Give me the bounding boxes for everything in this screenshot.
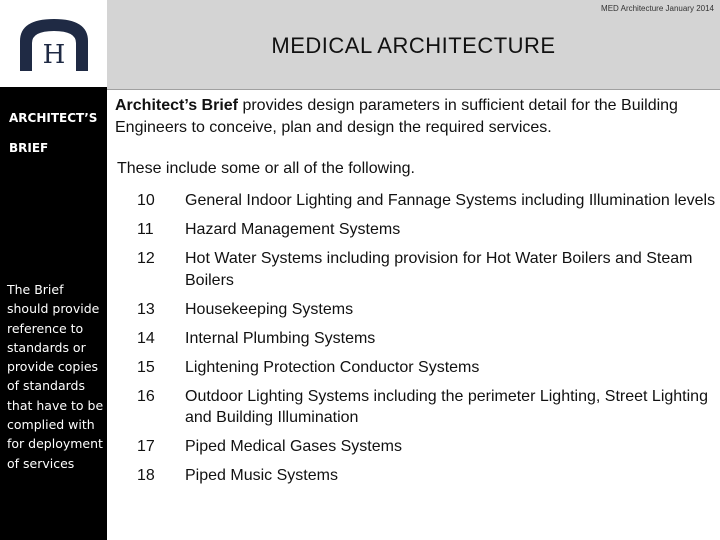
intro-rest: provides design parameters in sufficient detail for the Building Engineers to conceive, plan and design the required services. — [115, 97, 678, 136]
sidebar-heading-line1: ARCHITECT’S — [9, 111, 98, 125]
list-item — [137, 465, 717, 487]
page-title: MEDICAL ARCHITECTURE — [271, 33, 556, 58]
item-number: 11 — [137, 221, 154, 238]
sidebar-note: The Brief should provide reference to standards or provide copies of standards that have to be complied with for deployment of services — [7, 282, 104, 471]
item-text: Housekeeping Systems — [185, 300, 354, 318]
item-number: 16 — [137, 387, 155, 405]
item-number: 10 — [137, 192, 155, 209]
item-number: 15 — [137, 358, 155, 376]
item-number: 12 — [137, 250, 155, 267]
item-text: Hot Water Systems including provision for Hot Water Boilers and Steam Boilers — [185, 250, 693, 289]
item-text: Internal Plumbing Systems — [185, 329, 376, 347]
sidebar-heading-line2: BRIEF — [9, 141, 49, 155]
item-text: General Indoor Lighting and Fannage Systems including Illumination levels — [185, 192, 716, 209]
sidebar — [0, 87, 107, 540]
list-item — [137, 190, 717, 212]
list-item — [137, 328, 717, 350]
list-item — [137, 219, 717, 241]
list-item — [137, 436, 717, 458]
sidebar-heading — [9, 103, 97, 163]
list-item — [137, 357, 717, 379]
services-list — [137, 190, 717, 494]
item-number: 17 — [137, 438, 155, 455]
header-note: MED Architecture January 2014 — [601, 4, 714, 13]
item-number: 18 — [137, 467, 155, 484]
item-text: Piped Medical Gases Systems — [185, 438, 402, 455]
item-text: Lightening Protection Conductor Systems — [185, 358, 480, 376]
list-item — [137, 299, 717, 321]
item-number: 14 — [137, 329, 155, 347]
header-band — [107, 0, 720, 90]
lead-text: These include some or all of the following. — [117, 160, 415, 177]
list-item — [137, 386, 717, 429]
item-number: 13 — [137, 300, 155, 318]
item-text: Piped Music Systems — [185, 467, 338, 484]
list-item — [137, 248, 717, 291]
intro-paragraph — [115, 95, 713, 138]
intro-bold: Architect’s Brief — [115, 97, 238, 114]
item-text: Outdoor Lighting Systems including the perimeter Lighting, Street Lighting and Building Illumination — [185, 387, 708, 426]
arch-logo-icon — [18, 15, 90, 73]
logo — [0, 0, 107, 87]
item-text: Hazard Management Systems — [185, 221, 401, 238]
logo-letter: H — [42, 40, 66, 70]
